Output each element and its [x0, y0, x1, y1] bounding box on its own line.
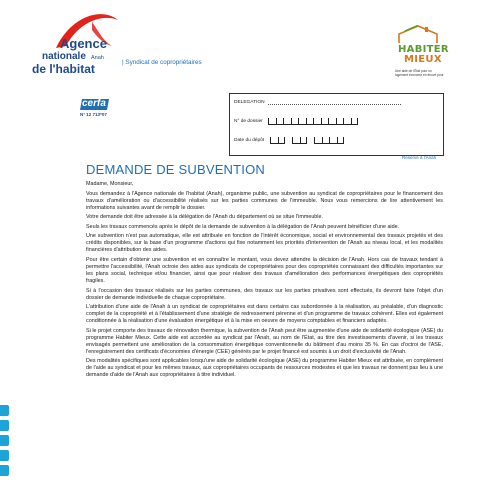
date-month-field[interactable]: [292, 137, 307, 144]
date-label: Date du dépôt: [234, 138, 265, 143]
date-day-field[interactable]: [270, 137, 285, 144]
habiter-word: HABITER: [398, 44, 449, 55]
habiter-mieux-tagline: Une aide de l'État pour un logement économe et rénové pour: [395, 69, 444, 77]
document-body: [86, 181, 443, 382]
edge-tab-4: [0, 450, 9, 461]
date-year-field[interactable]: [314, 137, 344, 144]
paragraph: Seuls les travaux commencés après le dépôt de la demande de subvention à la délégation de l'Anah peuvent bénéficier d'une aide.: [86, 223, 400, 230]
edge-tab-3: [0, 435, 9, 446]
header-title: | Syndicat de copropriétaires: [122, 59, 202, 66]
cerfa-number: N° 12 713*07: [80, 112, 107, 117]
logo-text-habitat: de l'habitat: [32, 62, 95, 76]
paragraph: Si le projet comporte des travaux de rénovation thermique, la subvention de l'Anah peut être augmentée d'une aide de solidarité écologique (ASE) du programme Habiter Mieux. Cette aide est accordée au syndicat par l'Anah, au nom de l'État, au titre des investissements d'avenir, si les travaux envisagés permettent une amélioration de la consommation énergétique conventionnelle du bâtiment d'au moins 35 %. En cas d'octroi de l'ASE, l'enregistrement des certificats d'économies d'énergie (CEE) générés par le projet financé est soumis à un droit d'exclusivité de l'Anah.: [86, 327, 443, 355]
mieux-word: MIEUX: [404, 54, 442, 65]
cerfa-word: cerfa: [82, 98, 106, 109]
document-title: DEMANDE DE SUBVENTION: [86, 162, 266, 177]
logo-text-nationale: nationale: [42, 51, 86, 62]
paragraph: Si à l'occasion des travaux réalisés sur les parties communes, des travaux sur les parties privatives sont effectués, ils devront faire l'objet d'un dossier de demande individuelle de chaque copropriétaire.: [86, 287, 443, 301]
dossier-number-field[interactable]: [268, 118, 358, 125]
edge-tab-2: [0, 420, 9, 431]
paragraph: Des modalités spécifiques sont applicables lorsqu'une aide de solidarité écologique (ASE) du programme Habiter Mieux est attribuée, en complément de l'aide au syndicat et pour les mêmes travaux, aux copropriétaires occupants de ressources modestes et que les travaux ne donnent pas lieu à une demande d'aide de l'Anah aux copropriétaires à titre individuel.: [86, 358, 444, 379]
paragraph: Vous demandez à l'Agence nationale de l'habitat (Anah), organisme public, une subvention au syndicat de copropriétaires pour le financement des travaux d'amélioration ou d'accessibilité réalisés sur les parties communes de l'immeuble. Nous vous remercions de lire attentivement les informations suivantes avant de remplir le dossier.: [86, 190, 443, 211]
salutation: Madame, Monsieur,: [86, 181, 134, 187]
delegation-label: DELEGATION: [234, 100, 265, 105]
habiter-mieux-house-icon: [395, 25, 441, 45]
dossier-label: N° de dossier: [234, 119, 263, 124]
paragraph: L'attribution d'une aide de l'Anah à un syndicat de copropriétaires est dans certains cas subordonnée à la réalisation, au préalable, d'un diagnostic complet de la copropriété et à l'établissement d'une stratégie de redressement pérenne et d'un programme de travaux cohérent. Elles est également conditionnée à la réalisation d'une évaluation énergétique et à la mise en oeuvre de moyens comptables et financiers adaptés.: [86, 304, 443, 325]
edge-tab-1: [0, 405, 9, 416]
paragraph: Votre demande doit être adressée à la délégation de l'Anah du département où se situe l'immeuble.: [86, 214, 324, 221]
paragraph: Pour être certain d'obtenir une subvention et en connaître le montant, vous devez attendre la décision de l'Anah. Hors cas de travaux tendant à permettre l'accessibilité, l'Anah octroie des aides aux syndicats de copropriétaires pour des copropriétés connaissant des difficultés importantes sur les plans social, technique et/ou financier, ainsi que pour réaliser des travaux d'amélioration des performances énergétiques des copropriétés fragiles.: [86, 256, 443, 284]
reserved-note: Réservé à l'Anah: [402, 155, 437, 160]
paragraph: Une subvention n'est pas automatique, elle est attribuée en fonction de l'intérêt économique, social et environnemental des travaux projetés et des crédits disponibles, sur la base d'un programme d'actions qui fixe notamment les priorités d'intervention de l'Anah au niveau local, et les modalités financières d'attribution des aides.: [86, 233, 443, 254]
delegation-field[interactable]: [268, 104, 401, 105]
logo-text-anah: Anah: [91, 55, 104, 61]
edge-tab-5: [0, 465, 9, 476]
logo-text-agence: Agence: [60, 36, 107, 51]
